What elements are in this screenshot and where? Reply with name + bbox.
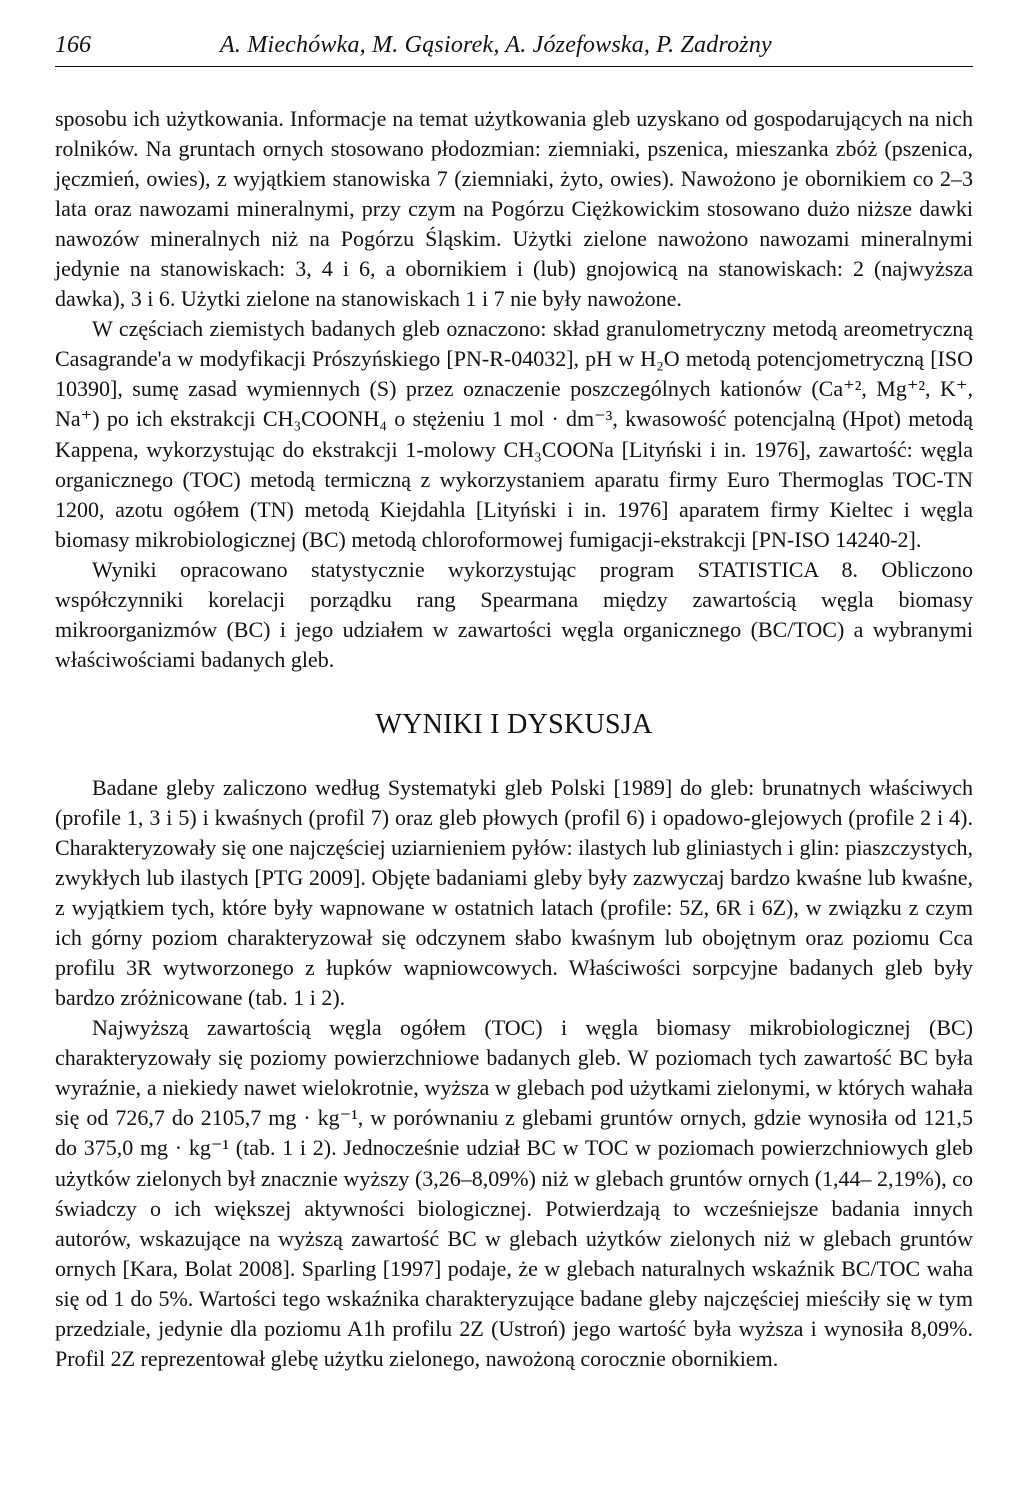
- running-head-authors: A. Miechówka, M. Gąsiorek, A. Józefowska, P. Zadrożny: [220, 32, 772, 58]
- paragraph-carbon-content: Najwyższą zawartością węgla ogółem (TOC) i węgla biomasy mikrobiologicznej (BC) charakteryzowały się poziomy powierzchniowe badanych gleb. W poziomach tych zawartość BC była wyraźnie, a niekiedy nawet wielokrotnie, wyższa w glebach pod użytkami zielonymi, w których wahała się od 726,7 do 2105,7 mg · kg⁻¹, w porównaniu z glebami gruntów ornych, gdzie wynosiła od 121,5 do 375,0 mg · kg⁻¹ (tab. 1 i 2). Jednocześnie udział BC w TOC w poziomach powierzchniowych gleb użytków zielonych był znacznie wyższy (3,26–8,09%) niż w glebach gruntów ornych (1,44– 2,19%), co świadczy o ich większej aktywności biologicznej. Potwierdzają to wcześniejsze badania innych autorów, wskazujące na wyższą zawartość BC w glebach użytków zielonych niż w glebach gruntów ornych [Kara, Bolat 2008]. Sparling [1997] podaje, że w glebach naturalnych wskaźnik BC/TOC waha się od 1 do 5%. Wartości tego wskaźnika charakteryzujące badane gleby najczęściej mieściły się w tym przedziale, jedynie dla poziomu A1h profilu 2Z (Ustroń) jego wartość była wyższa i wynosiła 8,09%. Profil 2Z reprezentował glebę użytku zielonego, nawożoną corocznie obornikiem.: [55, 1015, 973, 1371]
- running-header: [55, 30, 973, 67]
- page-number: 166: [55, 32, 91, 58]
- paragraph-soil-classification: Badane gleby zaliczono według Systematyki gleb Polski [1989] do gleb: brunatnych właściwych (profile 1, 3 i 5) i kwaśnych (profil 7) oraz gleb płowych (profil 6) i opadowo-glejowych (profile 2 i 4). Charakteryzowały się one najczęściej uziarnieniem pyłów: ilastych lub gliniastych i glin: piaszczystych, zwykłych lub ilastych [PTG 2009]. Objęte badaniami gleby były zazwyczaj bardzo kwaśne lub kwaśne, z wyjątkiem tych, które były wapnowane w ostatnich latach (profile: 5Z, 6R i 6Z), w związku z czym ich górny poziom charakteryzował się odczynem słabo kwaśnym lub obojętnym oraz poziomu Cca profilu 3R wytworzonego z łupków wapniowcowych. Właściwości sorpcyjne badanych gleb były bardzo zróżnicowane (tab. 1 i 2).: [55, 774, 973, 1011]
- section-heading: WYNIKI I DYSKUSJA: [375, 708, 653, 740]
- paragraph-methods: W częściach ziemistych badanych gleb oznaczono: skład granulometryczny metodą areometryczną Casagrande'a w modyfikacji Prószyńskiego [PN-R-04032], pH w H₂O metodą potencjometryczną [ISO 10390], sumę zasad wymiennych (S) przez oznaczenie poszczególnych kationów (Ca⁺², Mg⁺², K⁺, Na⁺) po ich ekstrakcji CH₃COONH₄ o stężeniu 1 mol · dm⁻³, kwasowość potencjalną (Hpot) metodą Kappena, wykorzystując do ekstrakcji 1-molowy CH₃COONa [Lityński i in. 1976], zawartość: węgla organicznego (TOC) metodą termiczną z wykorzystaniem aparatu firmy Euro Thermoglas TOC-TN 1200, azotu ogółem (TN) metodą Kiejdahla [Lityński i in. 1976] aparatem firmy Kieltec i węgla biomasy mikrobiologicznej (BC) metodą chloroformowej fumigacji-ekstrakcji [PN-ISO 14240-2].: [55, 316, 973, 552]
- main-text: [55, 104, 973, 1374]
- paragraph-land-use: sposobu ich użytkowania. Informacje na temat użytkowania gleb uzyskano od gospodarujących na nich rolników. Na gruntach ornych stosowano płodozmian: ziemniaki, pszenica, mieszanka zbóż (pszenica, jęczmień, owies), z wyjątkiem stanowiska 7 (ziemniaki, żyto, owies). Nawożono je obornikiem co 2–3 lata oraz nawozami mineralnymi, przy czym na Pogórzu Ciężkowickim stosowano dużo niższe dawki nawozów mineralnych niż na Pogórzu Śląskim. Użytki zielone nawożono nawozami mineralnymi jedynie na stanowiskach: 3, 4 i 6, a obornikiem i (lub) gnojowicą na stanowiskach: 2 (najwyższa dawka), 3 i 6. Użytki zielone na stanowiskach 1 i 7 nie były nawożone.: [55, 106, 973, 312]
- paragraph-statistics: Wyniki opracowano statystycznie wykorzystując program STATISTICA 8. Obliczono współczynniki korelacji porządku rang Spearmana między zawartością węgla biomasy mikroorganizmów (BC) i jego udziałem w zawartości węgla organicznego (BC/TOC) a wybranymi właściwościami badanych gleb.: [55, 556, 973, 672]
